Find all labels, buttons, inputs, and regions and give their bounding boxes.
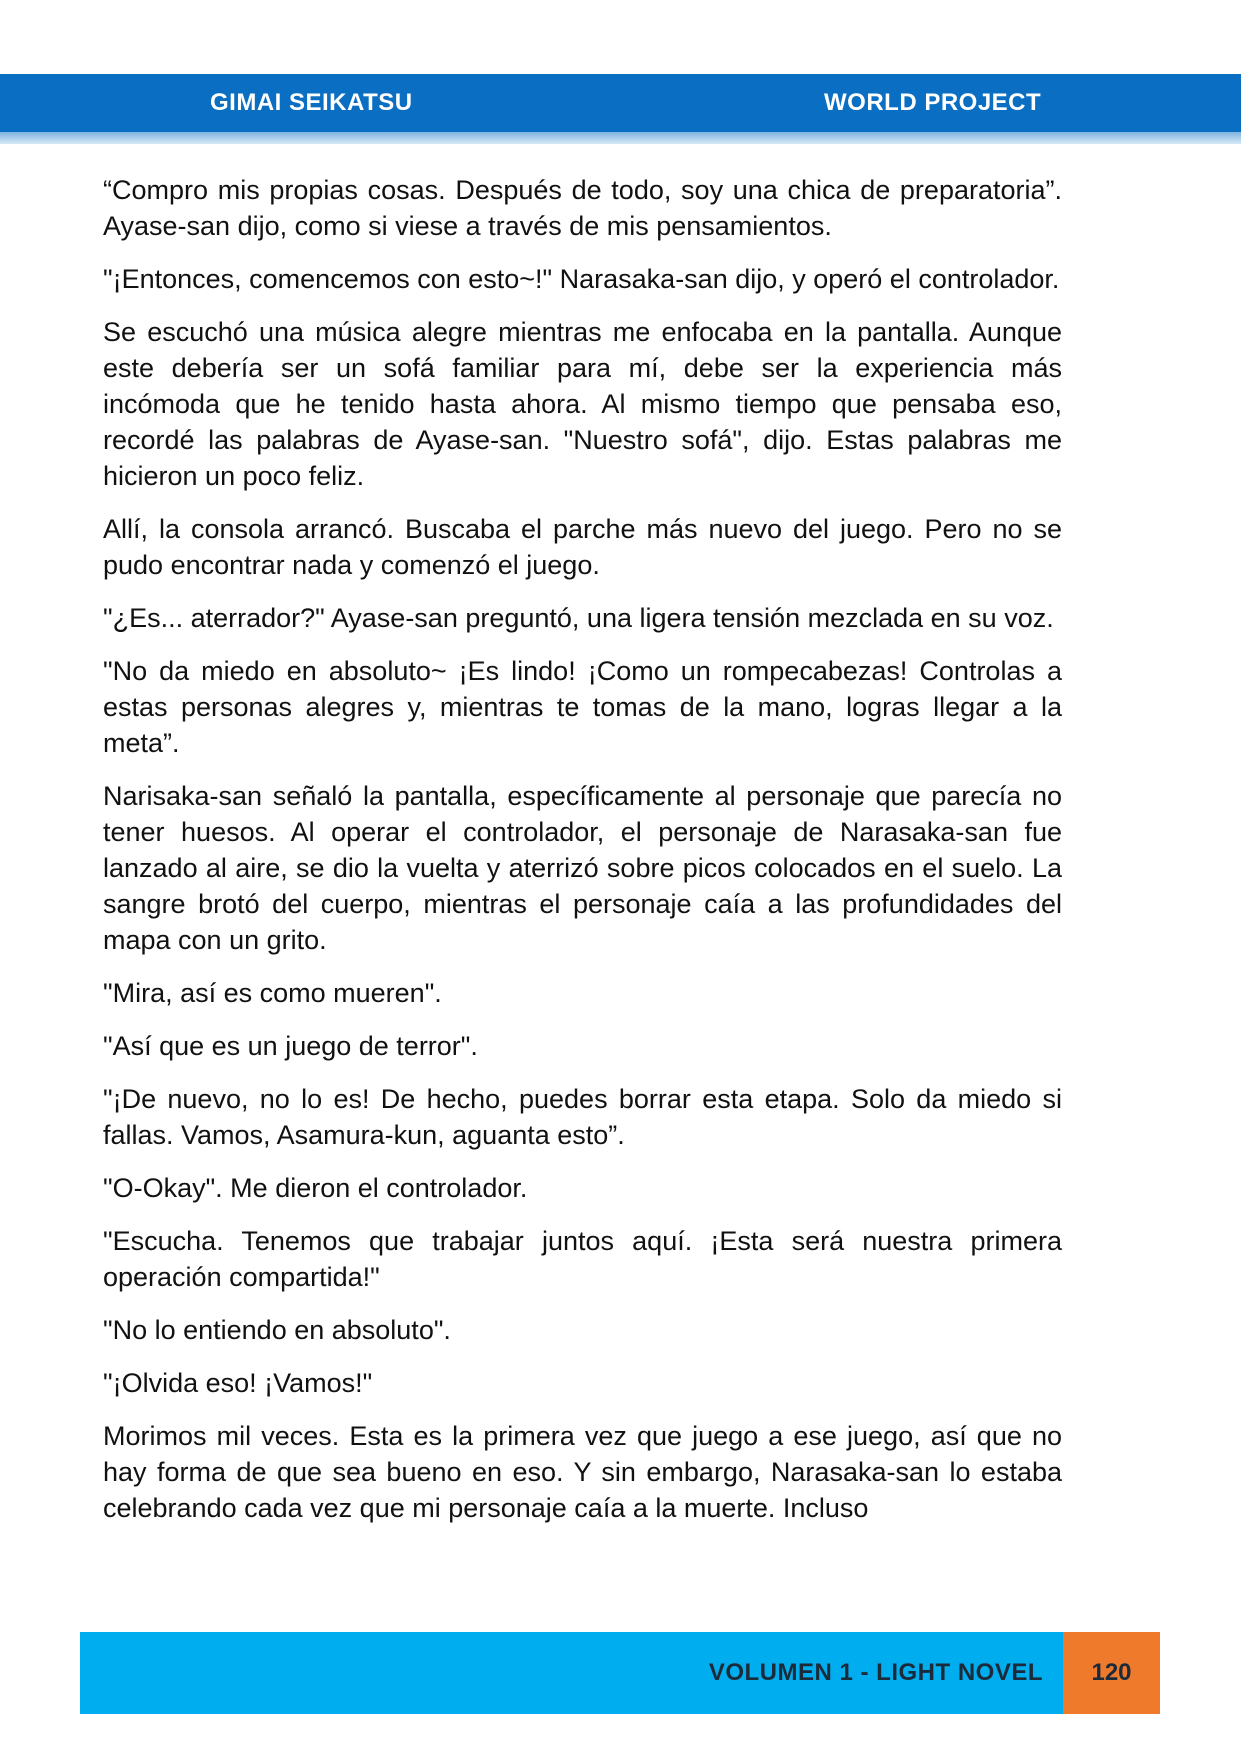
- paragraph: "¡Olvida eso! ¡Vamos!": [103, 1368, 373, 1398]
- paragraph: Se escuchó una música alegre mientras me enfocaba en la pantalla. Aunque este debería ser un sofá familiar para mí, debe ser la experiencia más incómoda que he tenido hasta ahora. Al mismo tiempo que pensaba eso, recordé las palabras de Ayase-san. "Nuestro sofá", dijo. Estas palabras me hicieron un poco feliz.: [103, 317, 1062, 491]
- paragraph: "¡De nuevo, no lo es! De hecho, puedes borrar esta etapa. Solo da miedo si fallas. Vamos, Asamura-kun, aguanta esto”.: [103, 1084, 1062, 1150]
- header-project-name: WORLD PROJECT: [824, 89, 1042, 116]
- page-body: [103, 172, 1062, 1543]
- paragraph: "Escucha. Tenemos que trabajar juntos aquí. ¡Esta será nuestra primera operación compartida!": [103, 1226, 1062, 1292]
- paragraph: "Mira, así es como mueren".: [103, 978, 442, 1008]
- paragraph: "No da miedo en absoluto~ ¡Es lindo! ¡Como un rompecabezas! Controlas a estas personas alegres y, mientras te tomas de la mano, logras llegar a la meta”.: [103, 656, 1062, 758]
- header-underline: [0, 132, 1241, 144]
- paragraph: Morimos mil veces. Esta es la primera vez que juego a ese juego, así que no hay forma de que sea bueno en eso. Y sin embargo, Narasaka-san lo estaba celebrando cada vez que mi personaje caía a la muerte. Incluso: [103, 1421, 1062, 1523]
- paragraph: "¡Entonces, comencemos con esto~!" Narasaka-san dijo, y operó el controlador.: [103, 264, 1060, 294]
- paragraph: "Así que es un juego de terror".: [103, 1031, 478, 1061]
- paragraph: "O-Okay". Me dieron el controlador.: [103, 1173, 528, 1203]
- header-bar: [0, 74, 1241, 132]
- paragraph: "¿Es... aterrador?" Ayase-san preguntó, una ligera tensión mezclada en su voz.: [103, 603, 1054, 633]
- footer-volume-label: VOLUMEN 1 - LIGHT NOVEL: [708, 1659, 1043, 1686]
- paragraph: Narisaka-san señaló la pantalla, específicamente al personaje que parecía no tener huesos. Al operar el controlador, el personaje de Narasaka-san fue lanzado al aire, se dio la vuelta y aterrizó sobre picos colocados en el suelo. La sangre brotó del cuerpo, mientras el personaje caía a las profundidades del mapa con un grito.: [103, 781, 1062, 955]
- paragraph: Allí, la consola arrancó. Buscaba el parche más nuevo del juego. Pero no se pudo encontrar nada y comenzó el juego.: [103, 514, 1062, 580]
- paragraph: “Compro mis propias cosas. Después de todo, soy una chica de preparatoria”. Ayase-san dijo, como si viese a través de mis pensamientos.: [103, 175, 1062, 241]
- paragraph: "No lo entiendo en absoluto".: [103, 1315, 451, 1345]
- footer-bar: [80, 1632, 1063, 1714]
- header-series-title: GIMAI SEIKATSU: [210, 89, 413, 116]
- page-number: 120: [1063, 1632, 1160, 1714]
